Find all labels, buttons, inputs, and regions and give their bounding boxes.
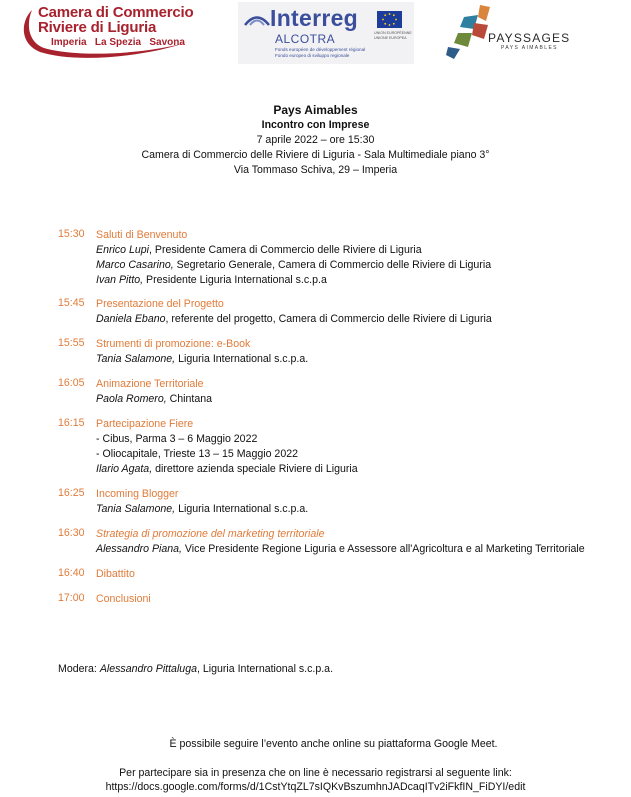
agenda-item bbox=[58, 377, 598, 407]
agenda-time: 15:30 bbox=[58, 228, 85, 240]
speaker-role: Chintana bbox=[166, 393, 213, 405]
moderator-role: , Liguria International s.c.p.a. bbox=[196, 663, 334, 675]
interreg-arc-icon bbox=[244, 12, 270, 26]
speaker-name: Tania Salamone, bbox=[96, 353, 176, 365]
speaker-role: Liguria International s.c.p.a. bbox=[175, 353, 309, 365]
speaker-role: Liguria International s.c.p.a. bbox=[175, 503, 309, 515]
payssages-subtitle: PAYS AIMABLES bbox=[501, 45, 558, 51]
fair-line: - Oliocapitale, Trieste 13 – 15 Maggio 2022 bbox=[96, 448, 298, 460]
speaker-line bbox=[96, 502, 598, 517]
agenda-title: Saluti di Benvenuto bbox=[96, 229, 188, 241]
speaker-line bbox=[96, 462, 598, 477]
interreg-program: ALCOTRA bbox=[275, 32, 336, 46]
agenda-title: Strumenti di promozione: e-Book bbox=[96, 338, 251, 350]
event-subtitle: Incontro con Imprese bbox=[261, 119, 370, 131]
speaker-line bbox=[96, 352, 598, 367]
interreg-fund-fr: Fonds européen de développement régional bbox=[275, 47, 366, 52]
agenda-title: Strategia di promozione del marketing territoriale bbox=[96, 528, 325, 540]
speaker-line bbox=[96, 542, 598, 557]
agenda-time: 16:30 bbox=[58, 527, 85, 539]
agenda-title: Animazione Territoriale bbox=[96, 378, 204, 390]
event-header bbox=[0, 103, 631, 178]
registration-link[interactable]: https://docs.google.com/forms/d/1CstYtqZL7sIQKvBszumhnJADcaqITv2iFkfIN_FiDYI/edit bbox=[105, 781, 526, 793]
agenda-time: 16:40 bbox=[58, 567, 85, 579]
agenda-item bbox=[58, 297, 598, 327]
agenda bbox=[58, 228, 598, 607]
speaker-role: Segretario Generale, Camera di Commercio delle Riviere di Liguria bbox=[173, 259, 492, 271]
camera-logo-line2: Riviere di Liguria bbox=[38, 19, 157, 36]
logo-bar bbox=[0, 0, 631, 80]
interreg-fund-it: Fondo europeo di sviluppo regionale bbox=[275, 53, 350, 58]
agenda-title: Dibattito bbox=[96, 568, 135, 580]
agenda-item bbox=[58, 592, 598, 607]
speaker-line bbox=[96, 312, 598, 327]
eu-label-it: UNIONE EUROPEA bbox=[374, 36, 407, 40]
agenda-time: 16:25 bbox=[58, 487, 85, 499]
speaker-line bbox=[96, 273, 598, 288]
speaker-line bbox=[96, 243, 598, 258]
event-venue: Camera di Commercio delle Riviere di Liguria - Sala Multimediale piano 3° bbox=[141, 149, 490, 161]
agenda-item bbox=[58, 337, 598, 367]
event-address: Via Tommaso Schiva, 29 – Imperia bbox=[233, 164, 398, 176]
registration-text: Per partecipare sia in presenza che on line è necessario registrarsi al seguente link: bbox=[119, 767, 512, 779]
payssages-mark-icon bbox=[444, 3, 494, 61]
agenda-time: 17:00 bbox=[58, 592, 85, 604]
speaker-name: Ilario Agata, bbox=[96, 463, 153, 475]
speaker-role: Presidente Liguria International s.c.p.a bbox=[143, 274, 327, 286]
online-note: È possibile seguire l’evento anche online su piattaforma Google Meet. bbox=[169, 738, 498, 750]
speaker-name: Enrico Lupi bbox=[96, 244, 149, 256]
agenda-item bbox=[58, 527, 598, 557]
speaker-name: Daniela Ebano bbox=[96, 313, 166, 325]
moderator-line bbox=[58, 663, 333, 675]
event-date: 7 aprile 2022 – ore 15:30 bbox=[256, 134, 375, 146]
speaker-role: , referente del progetto, Camera di Commercio delle Riviere di Liguria bbox=[165, 313, 492, 325]
camera-logo-cities: Imperia La Spezia Savona bbox=[51, 37, 185, 48]
eu-stars-icon bbox=[377, 11, 402, 28]
event-title: Pays Aimables bbox=[273, 103, 358, 117]
speaker-role: , Presidente Camera di Commercio delle Riviere di Liguria bbox=[149, 244, 422, 256]
agenda-time: 15:45 bbox=[58, 297, 85, 309]
agenda-time: 16:15 bbox=[58, 417, 85, 429]
moderator-name: Alessandro Pittaluga bbox=[99, 663, 197, 675]
payssages-title: PAYSSAGES bbox=[488, 31, 571, 45]
speaker-name: Tania Salamone, bbox=[96, 503, 176, 515]
speaker-role: direttore azienda speciale Riviere di Liguria bbox=[152, 463, 358, 475]
eu-flag-icon bbox=[377, 11, 402, 28]
agenda-item bbox=[58, 417, 598, 477]
agenda-title: Presentazione del Progetto bbox=[96, 298, 224, 310]
registration-note bbox=[0, 766, 631, 794]
fair-line: - Cibus, Parma 3 – 6 Maggio 2022 bbox=[96, 433, 258, 445]
speaker-line bbox=[96, 258, 598, 273]
agenda-item bbox=[58, 228, 598, 288]
agenda-title: Conclusioni bbox=[96, 593, 151, 605]
speaker-name: Ivan Pitto, bbox=[96, 274, 144, 286]
agenda-title: Partecipazione Fiere bbox=[96, 418, 194, 430]
interreg-name: Interreg bbox=[270, 5, 359, 31]
speaker-name: Marco Casarino, bbox=[96, 259, 174, 271]
speaker-name: Alessandro Piana, bbox=[96, 543, 182, 555]
speaker-name: Paola Romero, bbox=[96, 393, 167, 405]
agenda-time: 16:05 bbox=[58, 377, 85, 389]
camera-logo-line1: Camera di Commercio bbox=[38, 4, 194, 21]
eu-label-fr: UNION EUROPÉENNE bbox=[374, 31, 412, 35]
camera-commercio-logo bbox=[18, 4, 194, 60]
agenda-title: Incoming Blogger bbox=[96, 488, 179, 500]
agenda-item bbox=[58, 487, 598, 517]
interreg-logo bbox=[238, 2, 414, 64]
payssages-logo bbox=[444, 3, 584, 63]
speaker-line bbox=[96, 392, 598, 407]
speaker-role: Vice Presidente Regione Liguria e Assessore all'Agricoltura e al Marketing Territoriale bbox=[181, 543, 585, 555]
agenda-time: 15:55 bbox=[58, 337, 85, 349]
moderator-label: Modera: bbox=[58, 663, 100, 675]
agenda-item bbox=[58, 567, 598, 582]
